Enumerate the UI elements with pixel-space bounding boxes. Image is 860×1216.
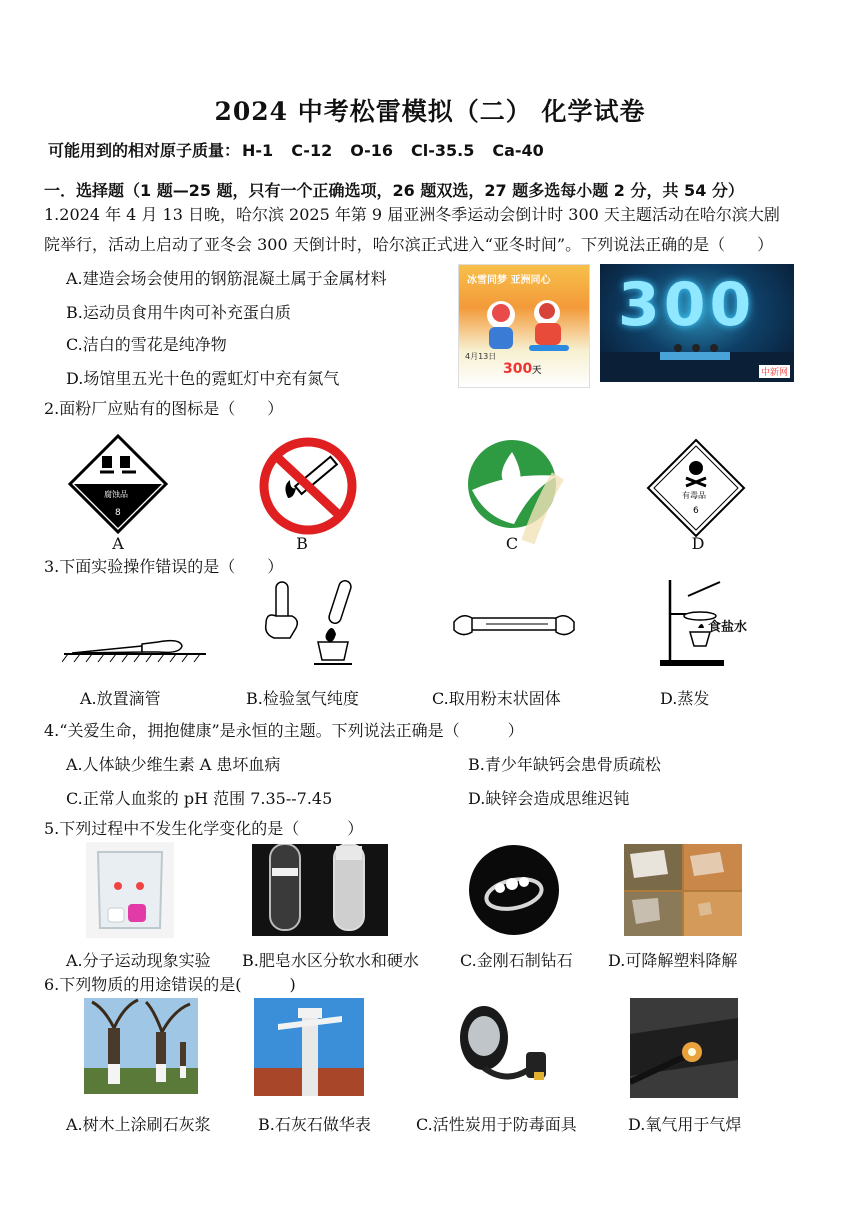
q3-stem: 3.下面实验操作错误的是（ ） <box>44 557 284 576</box>
soap-water-test-tubes-photo <box>252 844 388 936</box>
q5-caption-b: B.肥皂水区分软水和硬水 <box>242 951 419 970</box>
toxic-sign-text: 有毒品 <box>682 491 706 500</box>
oxy-welding-photo <box>630 998 738 1098</box>
dropper-lying-drawing <box>62 624 208 664</box>
section-header: 一．选择题（1 题—25 题，只有一个正确选项，26 题双选，27 题多选每小题 2 分，共 54 分） <box>44 181 744 200</box>
q3-caption-b: B.检验氢气纯度 <box>246 689 359 708</box>
q6-stem: 6.下列物质的用途错误的是( ) <box>44 975 296 994</box>
no-fire-sign-icon <box>256 436 360 536</box>
q3-caption-a: A.放置滴管 <box>80 689 161 708</box>
powder-in-tube-drawing <box>452 604 576 644</box>
q6-caption-b: B.石灰石做华表 <box>258 1115 371 1134</box>
corrosive-sign-number: 8 <box>115 508 121 518</box>
molecule-motion-beaker-photo <box>86 842 174 938</box>
q6-caption-c: C.活性炭用于防毒面具 <box>416 1115 577 1134</box>
huabiao-column-photo <box>254 998 364 1096</box>
corrosive-sign-text: 腐蚀品 <box>104 490 128 499</box>
stage-count: 300 <box>618 270 756 340</box>
diamond-ring-photo <box>468 844 560 936</box>
q2-label-a: A <box>112 534 124 553</box>
atomic-mass-ca: Ca-40 <box>492 141 544 160</box>
stage-watermark: 中新网 <box>759 365 790 378</box>
q3-caption-c: C.取用粉末状固体 <box>432 689 561 708</box>
q4-stem: 4.“关爱生命，拥抱健康”是永恒的主题。下列说法正确是（ ） <box>44 721 524 740</box>
atomic-mass-h: H-1 <box>242 141 274 160</box>
atomic-mass-c: C-12 <box>291 141 333 160</box>
degradable-plastic-photo <box>624 844 742 936</box>
corrosive-hazard-sign <box>66 434 170 534</box>
exam-title: 2024 中考松雷模拟（二） 化学试卷 <box>214 97 646 126</box>
q2-label-b: B <box>296 534 308 553</box>
q1-stem-line1: 1.2024 年 4 月 13 日晚，哈尔滨 2025 年第 9 届亚洲冬季运动会倒计时 300 天主题活动在哈尔滨大剧 <box>44 205 780 224</box>
q1-option-b: B.运动员食用牛肉可补充蛋白质 <box>66 303 291 322</box>
water-saving-logo-icon <box>462 432 572 544</box>
poster-date: 4月13日 <box>465 352 497 361</box>
q2-label-c: C <box>505 534 519 553</box>
atomic-mass-label: 可能用到的相对原子质量： <box>48 141 241 160</box>
q2-label-d: D <box>691 534 705 553</box>
q6-caption-a: A.树木上涂刷石灰浆 <box>66 1115 211 1134</box>
q4-option-d: D.缺锌会造成思维迟钝 <box>468 789 630 808</box>
q3-caption-d: D.蒸发 <box>660 689 710 708</box>
countdown-stage-image <box>600 264 794 382</box>
atomic-mass-o: O-16 <box>350 141 394 160</box>
toxic-hazard-sign <box>644 438 748 538</box>
poster-banner: 冰雪同梦 亚洲同心 <box>467 275 551 286</box>
q5-caption-a: A.分子运动现象实验 <box>66 951 211 970</box>
poster-count: 300 <box>503 361 533 377</box>
q5-stem: 5.下列过程中不发生化学变化的是（ ） <box>44 819 364 838</box>
q4-option-c: C.正常人血浆的 pH 范围 7.35--7.45 <box>66 789 333 808</box>
q1-option-c: C.洁白的雪花是纯净物 <box>66 335 227 354</box>
q6-caption-d: D.氧气用于气焊 <box>628 1115 742 1134</box>
q1-option-d: D.场馆里五光十色的霓虹灯中充有氮气 <box>66 369 340 388</box>
whitewashed-trees-photo <box>84 998 198 1094</box>
q5-caption-d: D.可降解塑料降解 <box>608 951 738 970</box>
salt-water-label: 食盐水 <box>708 620 748 635</box>
evaporation-apparatus-drawing <box>658 576 792 668</box>
toxic-sign-number: 6 <box>693 506 699 516</box>
atomic-mass-cl: Cl-35.5 <box>411 141 475 160</box>
q4-option-a: A.人体缺少维生素 A 患坏血病 <box>66 755 281 774</box>
q1-option-a: A.建造会场会使用的钢筋混凝土属于金属材料 <box>66 269 387 288</box>
q2-stem: 2.面粉厂应贴有的图标是（ ） <box>44 399 284 418</box>
asian-games-poster-image <box>458 264 590 388</box>
q4-option-b: B.青少年缺钙会患骨质疏松 <box>468 755 661 774</box>
q1-stem-line2: 院举行，活动上启动了亚冬会 300 天倒计时，哈尔滨正式进入“亚冬时间”。下列说法正确的是（ ） <box>44 235 774 254</box>
gas-mask-photo <box>446 998 556 1096</box>
poster-unit: 天 <box>532 366 542 376</box>
atomic-mass-line <box>48 138 562 161</box>
q5-caption-c: C.金刚石制钻石 <box>460 951 573 970</box>
hydrogen-purity-test-drawing <box>262 576 372 668</box>
